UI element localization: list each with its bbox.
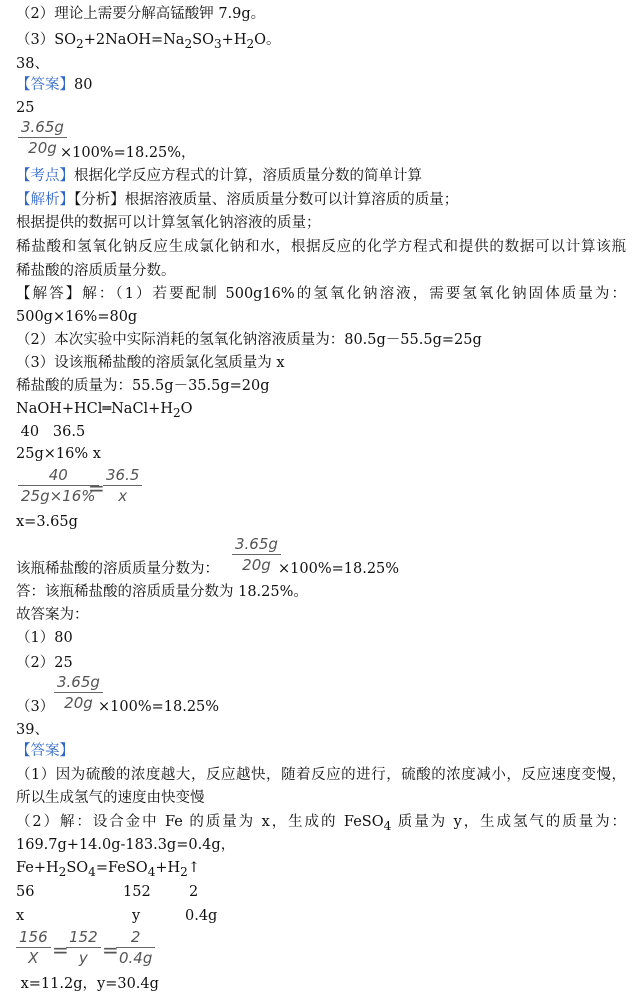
fraction-36-5-over-x: 36.5 x — [103, 466, 142, 505]
fraction-2-over-0-4g: 2 0.4g — [116, 928, 155, 967]
fraction-156-over-x: 156 X — [16, 928, 51, 967]
answer-39-line-1: （1）因为硫酸的浓度越大，反应越快，随着反应的进行，硫酸的浓度减小，反应速度变慢， — [16, 767, 626, 783]
mass-fraction-label: 该瓶稀盐酸的溶质质量分数为： — [16, 561, 219, 577]
fraction-3-65g-over-20g: 3.65g 20g — [18, 118, 67, 157]
molar-mass-feso4: 152 — [123, 884, 151, 900]
question-38: 38、 — [16, 56, 49, 72]
answer-25: 25 — [16, 100, 35, 116]
therefore-answer: 故答案为： — [16, 607, 89, 623]
fraction-3-65g-over-20g-2: 3.65g 20g — [232, 535, 281, 574]
answer-tag: 【答案】 — [16, 743, 74, 759]
equals-sign: = — [88, 476, 105, 500]
solution-line-1: 【解答】解：（1）若要配制 500g16%的氢氧化钠溶液，需要氢氧化钠固体质量为： — [16, 286, 626, 302]
final-answer-1: （1）80 — [16, 630, 73, 646]
solution-line-4: （3）设该瓶稀盐酸的溶质氯化氢质量为 x — [16, 355, 285, 371]
kaodian-tag: 【考点】 — [16, 168, 74, 184]
fraction-152-over-y: 152 y — [66, 928, 101, 967]
kaodian-line: 【考点】根据化学反应方程式的计算，溶质质量分数的简单计算 — [16, 168, 422, 184]
solution-line-5: 稀盐酸的质量为：55.5g－35.5g=20g — [16, 378, 270, 394]
answer-statement: 答：该瓶稀盐酸的溶质质量分数为 18.25%。 — [16, 584, 308, 600]
molar-mass-fe: 56 — [16, 884, 35, 900]
mass-fraction-result: ×100%=18.25% — [278, 561, 400, 577]
question-39: 39、 — [16, 722, 49, 738]
line-so2-equation: $(3)SO_2+2NaOH=Na_2SO_3+H_2O$。 — [16, 32, 281, 51]
jiexi-tag: 【解析】 — [16, 192, 74, 208]
jiexi-line: 【解析】【分析】根据溶液质量、溶质质量分数可以计算溶质的质量； — [16, 192, 459, 208]
fraction-40-over-25g: 40 25g×16% — [18, 466, 99, 505]
equals-sign: = — [102, 938, 119, 962]
answer-tag-39 — [16, 741, 74, 761]
unknown-x: x — [16, 908, 25, 924]
final-answer-2: （2）25 — [16, 655, 73, 671]
final-result-39: x=11.2g，y=30.4g — [16, 976, 159, 992]
analysis-line-3: 稀盐酸和氢氧化钠反应生成氯化钠和水，根据反应的化学方程式和提供的数据可以计算该瓶 — [16, 239, 626, 255]
hydrogen-mass: 169.7g+14.0g-183.3g=0.4g， — [16, 837, 236, 853]
fraction-3-65g-over-20g-3: 3.65g 20g — [54, 673, 103, 712]
analysis-line-2: 根据提供的数据可以计算氢氧化钠溶液的质量； — [16, 215, 321, 231]
solution-line-2: 500g×16%=80g — [16, 309, 138, 325]
naoh-hcl-equation: $NaOH+HCl═NaCl+H_2O$ — [16, 401, 193, 420]
fe-h2so4-equation: $Fe+H_2SO_4=FeSO_4+H_2↑$ — [16, 860, 201, 879]
molar-mass-row: 40 36.5 — [16, 424, 86, 440]
hydrogen-04g: 0.4g — [185, 908, 218, 924]
answer-39-line-2: 所以生成氢气的速度由快变慢 — [16, 790, 205, 806]
equals-sign: = — [52, 938, 69, 962]
molar-mass-h2: 2 — [189, 884, 199, 900]
solution-line-3: （2）本次实验中实际消耗的氢氧化钠溶液质量为：80.5g－55.5g=25g — [16, 332, 482, 348]
percent-result: ×100%=18.25%， — [60, 145, 196, 161]
answer-line-38: 【答案】80 — [16, 77, 93, 93]
answer-39-line-3: （2）解：设合金中 Fe 的质量为 x，生成的 FeSO$_4$ 质量为 y，生成氢气的质量为： — [16, 814, 626, 833]
final-answer-3-label: （3） — [16, 699, 55, 715]
x-value: x=3.65g — [16, 514, 78, 530]
answer-tag: 【答案】 — [16, 77, 74, 93]
line-kmno4: （2）理论上需要分解高锰酸钾 7.9g。 — [16, 6, 266, 22]
final-answer-3-result: ×100%=18.25% — [98, 699, 220, 715]
analysis-line-4: 稀盐酸的溶质质量分数。 — [16, 263, 176, 279]
unknown-y: y — [132, 908, 141, 924]
mass-row: 25g×16% x — [16, 446, 101, 462]
